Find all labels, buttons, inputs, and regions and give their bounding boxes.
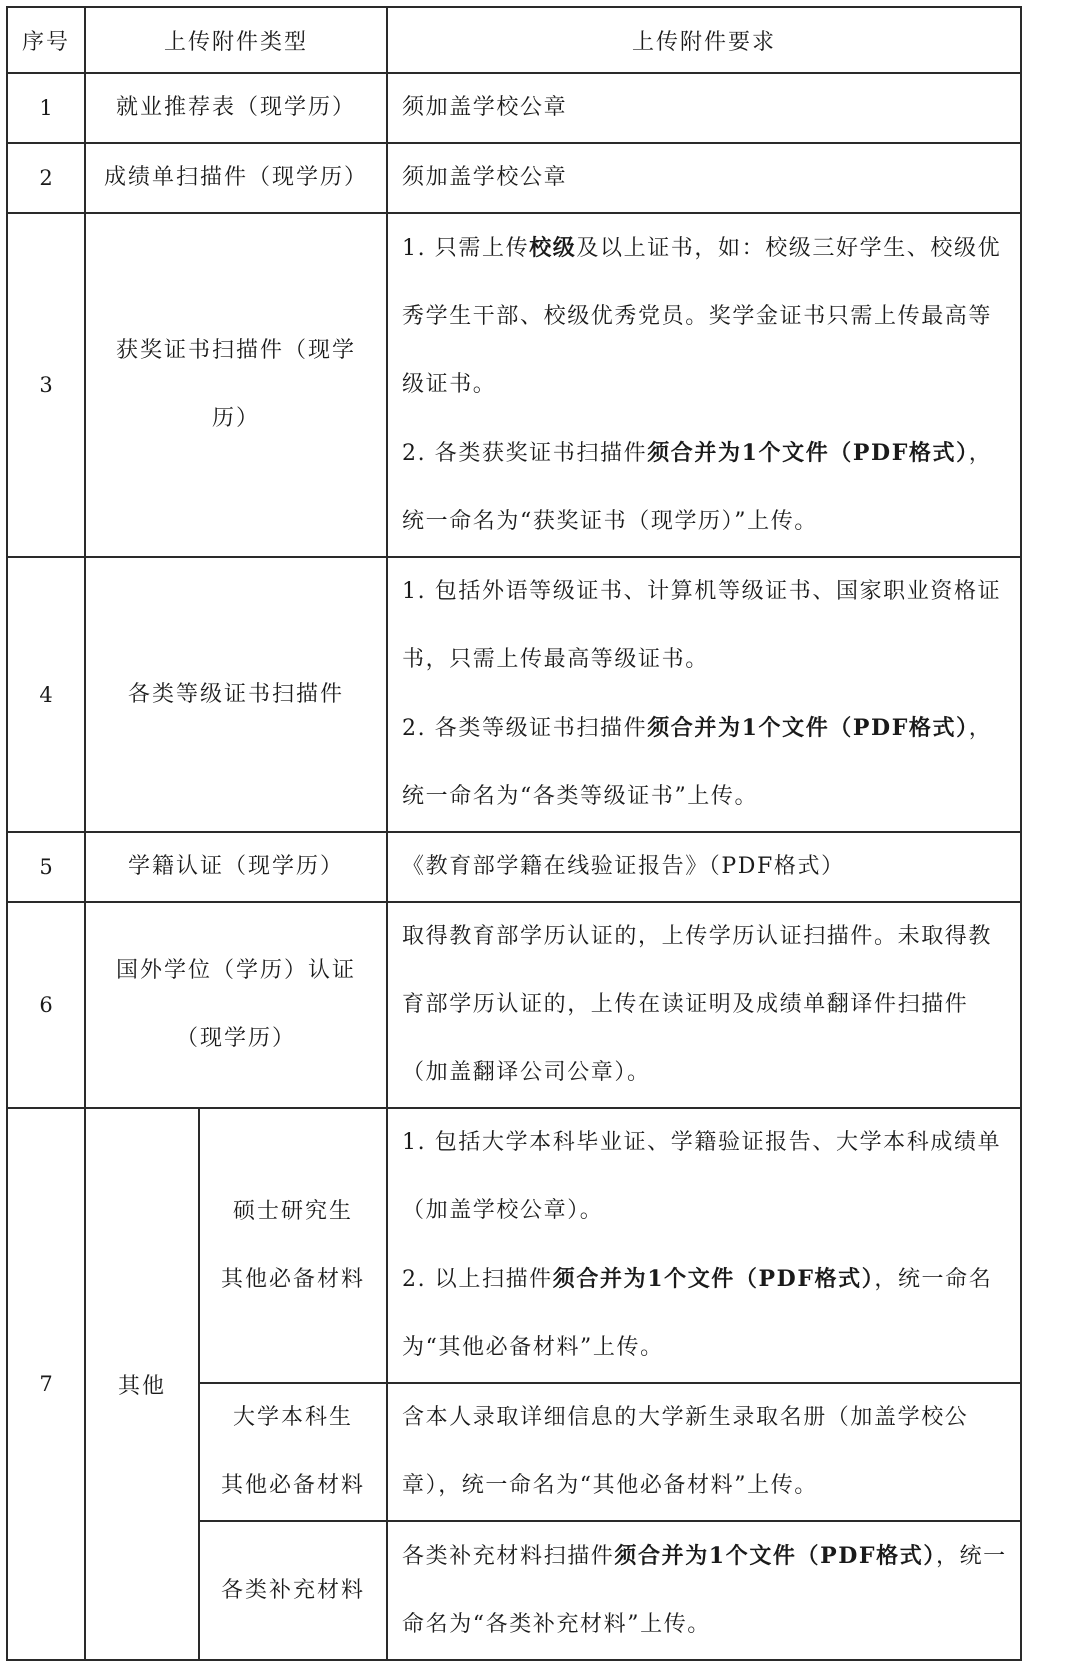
header-requirement: 上传附件要求 [387,7,1021,73]
sub-type-line: 其他必备材料 [220,1266,365,1292]
attachment-type: 各类等级证书扫描件 [85,557,387,832]
attachment-requirement: 取得教育部学历认证的，上传学历认证扫描件。未取得教育部学历认证的，上传在读证明及成绩单翻译件扫描件（加盖翻译公司公章）。 [387,902,1021,1108]
text-span: ，统一命名为“获奖证书（现学历）”上传。 [402,441,993,534]
text-span: 2. 以上扫描件 [402,1267,553,1292]
header-type: 上传附件类型 [85,7,387,73]
text-span: 2. 各类等级证书扫描件 [402,716,648,741]
text-span: 2. 各类获奖证书扫描件 [402,441,648,466]
requirement-paragraph [402,1245,1008,1382]
table-row [7,213,1021,557]
row-number: 3 [7,213,85,557]
requirement-paragraph [402,419,1008,556]
table-row [7,73,1021,143]
attachment-type: 其他 [85,1108,199,1660]
sub-type-line: 其他必备材料 [220,1473,365,1498]
text-span: 及以上证书，如：校级三好学生、校级优秀学生干部、校级优秀党员。奖学金证书只需上传最高等级证书。 [402,236,1002,397]
attachment-requirement: 须加盖学校公章 [387,143,1021,213]
text-span: ，统一命名为“各类等级证书”上传。 [402,716,993,809]
row-number: 1 [7,73,85,143]
attachment-type: 就业推荐表（现学历） [85,73,387,143]
table-row [7,143,1021,213]
table-header-row [7,7,1021,73]
emphasis-text: 校级 [529,235,577,261]
text-span: 1. 只需上传 [402,236,530,261]
attachment-requirement: 含本人录取详细信息的大学新生录取名册（加盖学校公章），统一命名为“其他必备材料”上传。 [387,1383,1021,1521]
sub-type-line: 大学本科生 [232,1405,353,1430]
attachment-type: 获奖证书扫描件（现学历） [85,213,387,557]
table-row [7,557,1021,832]
requirement-paragraph [402,214,1008,419]
text-span: ，统一命名为“各类补充材料”上传。 [402,1544,1007,1637]
text-span: 各类补充材料扫描件 [402,1544,615,1569]
row-number: 6 [7,902,85,1108]
sub-attachment-type [199,1383,387,1521]
emphasis-text: 须合并为1个文件（PDF格式） [614,1543,936,1569]
attachment-requirement [387,557,1021,832]
emphasis-text: 须合并为1个文件（PDF格式） [647,440,969,466]
row-number: 2 [7,143,85,213]
attachment-requirement [387,213,1021,557]
attachment-requirement: 《教育部学籍在线验证报告》（PDF格式） [387,832,1021,902]
sub-attachment-type [199,1108,387,1383]
attachment-type: 学籍认证（现学历） [85,832,387,902]
requirement-paragraph: 1. 包括大学本科毕业证、学籍验证报告、大学本科成绩单（加盖学校公章）。 [402,1130,1002,1223]
sub-attachment-type: 各类补充材料 [199,1521,387,1660]
table-row [7,832,1021,902]
table-row [7,1108,1021,1383]
emphasis-text: 须合并为1个文件（PDF格式） [552,1266,875,1292]
requirement-paragraph [402,694,1008,831]
row-number: 5 [7,832,85,902]
attachment-requirement [387,1521,1021,1660]
attachment-type: 成绩单扫描件（现学历） [85,143,387,213]
text-span: ，统一命名为“其他必备材料”上传。 [402,1267,993,1360]
header-num: 序号 [7,7,85,73]
attachment-requirement [387,1108,1021,1383]
row-number: 7 [7,1108,85,1660]
table-row [7,902,1021,1108]
row-number: 4 [7,557,85,832]
attachment-type: 国外学位（学历）认证（现学历） [85,902,387,1108]
emphasis-text: 须合并为1个文件（PDF格式） [647,715,969,741]
sub-type-line: 硕士研究生 [232,1198,353,1224]
attachment-requirement: 须加盖学校公章 [387,73,1021,143]
attachment-requirements-table [6,6,1022,1661]
requirement-paragraph: 1. 包括外语等级证书、计算机等级证书、国家职业资格证书，只需上传最高等级证书。 [402,579,1002,672]
